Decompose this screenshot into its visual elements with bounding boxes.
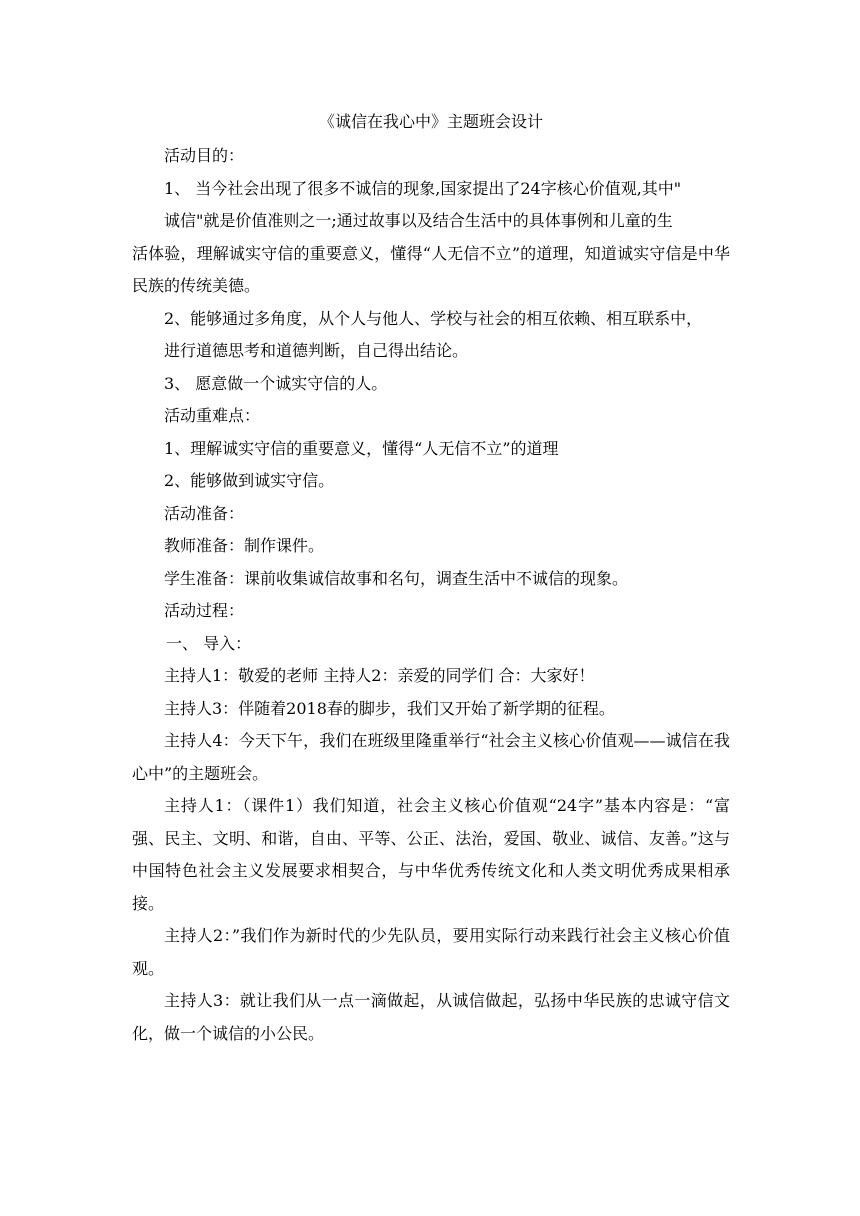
paragraph: 教师准备：制作课件。 <box>164 536 325 555</box>
paragraph-list <box>132 140 730 1050</box>
paragraph: 主持人4：今天下午，我们在班级里隆重举行“社会主义核心价值观——诚信在我心中”的主题班会。 <box>132 731 730 783</box>
paragraph: 1、理解诚实守信的重要意义，懂得“人无信不立”的道理 <box>164 438 559 458</box>
paragraph: 2、能够做到诚实守信。 <box>164 471 335 490</box>
paragraph: 进行道德思考和道德判断，自己得出结论。 <box>164 341 469 360</box>
paragraph: 主持人3：就让我们从一点一滴做起，从诚信做起，弘扬中华民族的忠诚守信文化，做一个诚信的小公民。 <box>132 991 730 1043</box>
paragraph: 主持人3：伴随着2018春的脚步，我们又开始了新学期的征程。 <box>164 698 615 718</box>
document-body <box>132 104 730 1050</box>
paragraph: 主持人1：（课件1）我们知道，社会主义核心价值观“24字”基本内容是：“富强、民主、文明、和谐，自由、平等、公正、法治，爱国、敬业、诚信、友善。”这与中国特色社会主义发展要求相契合，与中华优秀传统文化和人类文明优秀成果相承接。 <box>132 796 730 913</box>
paragraph: 学生准备：课前收集诚信故事和名句，调查生活中不诚信的现象。 <box>164 568 629 588</box>
paragraph: 一、 导入： <box>166 633 252 653</box>
paragraph: 活动准备： <box>164 503 245 523</box>
paragraph: 2、能够通过多角度，从个人与他人、学校与社会的相互依赖、相互联系中， <box>164 308 703 328</box>
paragraph: 活动重难点： <box>164 406 261 425</box>
paragraph: 诚信"就是价值准则之一;通过故事以及结合生活中的具体事例和儿童的生 <box>164 211 673 230</box>
paragraph: 活体验，理解诚实守信的重要意义，懂得“人无信不立”的道理，知道诚实守信是中华民族的传统美德。 <box>132 243 730 295</box>
paragraph: 活动过程： <box>164 601 245 620</box>
paragraph: 1、 当今社会出现了很多不诚信的现象,国家提出了24字核心价值观,其中" <box>164 178 682 198</box>
paragraph: 活动目的： <box>164 146 245 165</box>
document-title: 《诚信在我心中》主题班会设计 <box>318 112 543 131</box>
paragraph: 主持人1：敬爱的老师 主持人2：亲爱的同学们 合：大家好！ <box>164 666 595 685</box>
paragraph: 主持人2：”我们作为新时代的少先队员，要用实际行动来践行社会主义核心价值观。 <box>132 926 730 978</box>
paragraph: 3、 愿意做一个诚实守信的人。 <box>164 373 388 393</box>
